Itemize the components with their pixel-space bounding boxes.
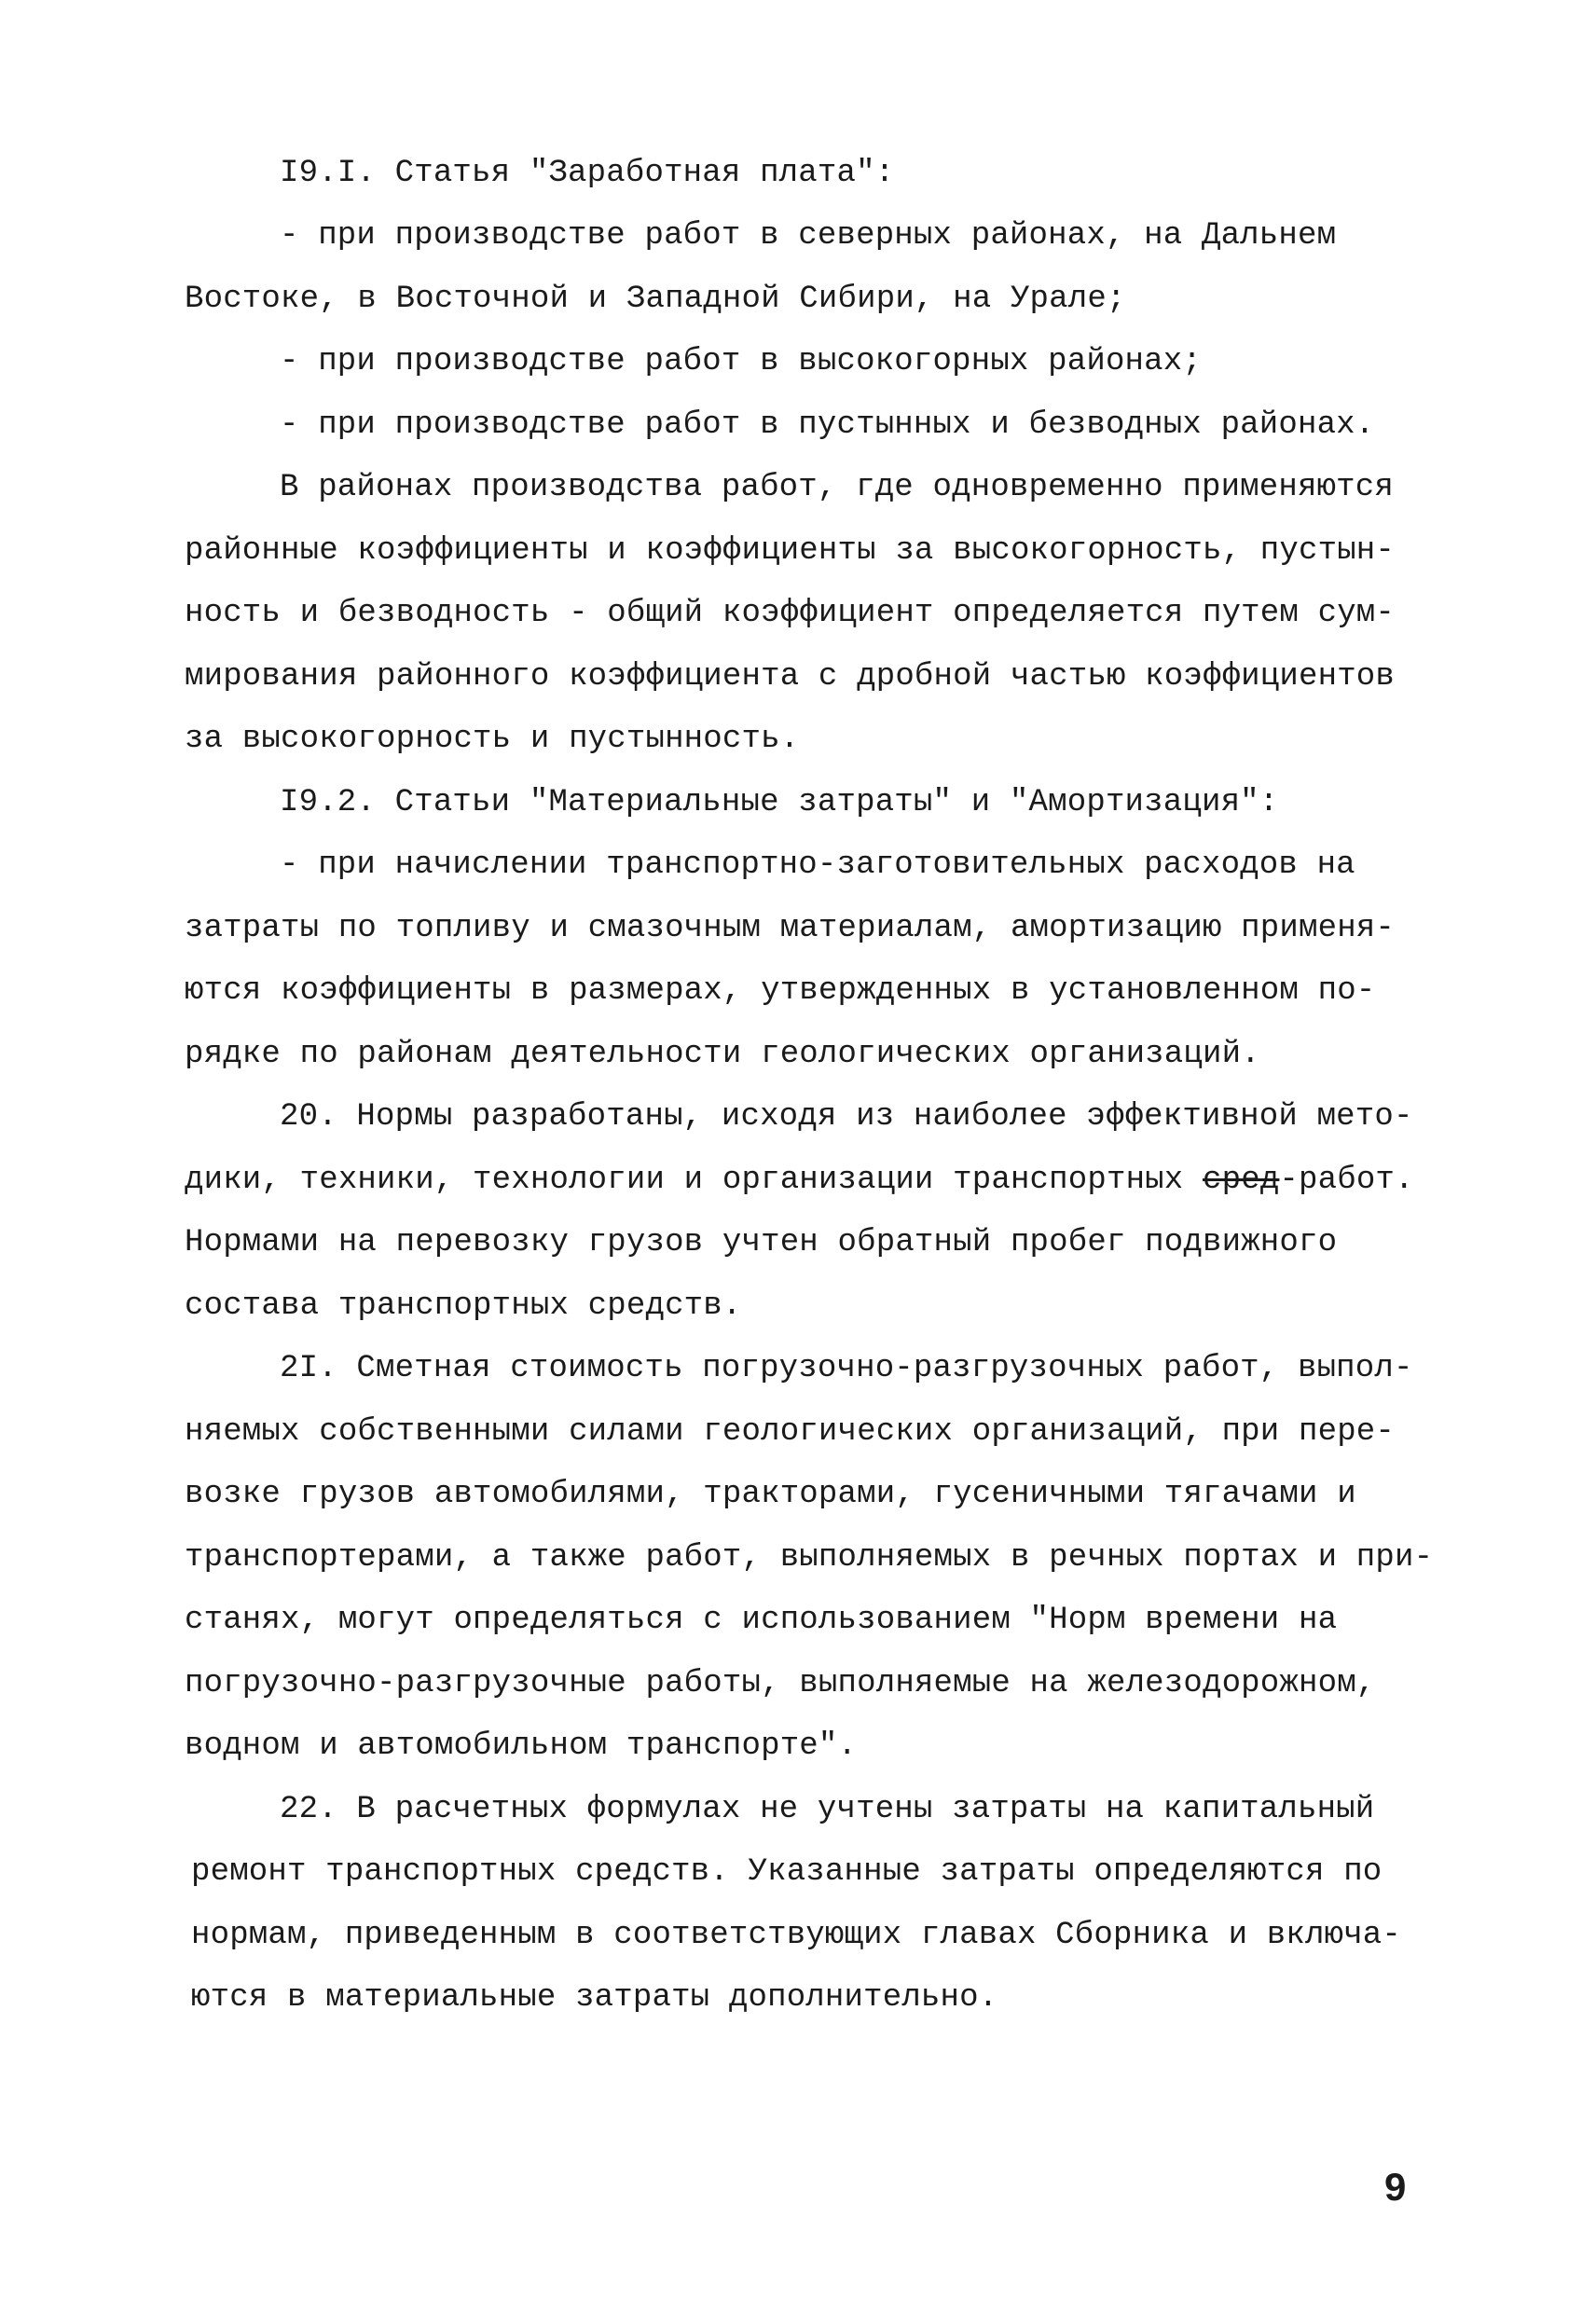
- section-21-line-2: няемых собственными силами геологических организаций, при пере-: [185, 1414, 1396, 1450]
- section-20-line-3: Нормами на перевозку грузов учтен обратный пробег подвижного: [185, 1225, 1338, 1260]
- struck-out-word: сред: [1202, 1163, 1280, 1198]
- section-19-2-line-3: ются коэффициенты в размерах, утвержденных в установленном по-: [185, 973, 1376, 1009]
- section-21-line-7: водном и автомобильном транспорте".: [185, 1728, 858, 1764]
- section-21-line-4: транспортерами, а также работ, выполняемых в речных портах и при-: [185, 1540, 1434, 1576]
- section-22-line-2: ремонт транспортных средств. Указанные затраты определяются по: [191, 1854, 1383, 1890]
- section-19-1-text-line-1: В районах производства работ, где одновременно применяются: [280, 470, 1394, 505]
- section-19-2-line-2: затраты по топливу и смазочным материалам, амортизацию применя-: [185, 911, 1396, 946]
- section-21-line-1: 2I. Сметная стоимость погрузочно-разгрузочных работ, выпол-: [280, 1351, 1413, 1386]
- page-number: 9: [1384, 2165, 1407, 2209]
- section-19-2-heading: I9.2. Статьи "Материальные затраты" и "Амортизация":: [280, 785, 1279, 820]
- section-21-line-3: возке грузов автомобилями, тракторами, гусеничными тягачами и: [185, 1477, 1356, 1512]
- section-22-line-3: нормам, приведенным в соответствующих главах Сборника и включа-: [191, 1918, 1402, 1953]
- section-19-1-text-line-3: ность и безводность - общий коэффициент определяется путем сум-: [185, 596, 1396, 631]
- section-22-line-1: 22. В расчетных формулах не учтены затраты на капитальный: [280, 1792, 1375, 1827]
- section-20-line-1: 20. Нормы разработаны, исходя из наиболее эффективной мето-: [280, 1099, 1413, 1135]
- section-19-1-text-line-4: мирования районного коэффициента с дробной частью коэффициентов: [185, 659, 1396, 695]
- section-19-1-text-line-5: за высокогорность и пустынность.: [185, 722, 800, 757]
- section-19-1-item-1-line-1: - при производстве работ в северных районах, на Дальнем: [280, 218, 1337, 254]
- section-20-line-2: [185, 1162, 1414, 1199]
- section-21-line-6: погрузочно-разгрузочные работы, выполняемые на железодорожном,: [185, 1666, 1376, 1701]
- section-20-line-2-end: -работ.: [1279, 1163, 1414, 1198]
- section-19-2-line-1: - при начислении транспортно-заготовительных расходов на: [280, 847, 1355, 883]
- section-19-1-item-1-line-2: Востоке, в Восточной и Западной Сибири, на Урале;: [185, 282, 1126, 317]
- section-19-1-heading: I9.I. Статья "Заработная плата":: [280, 156, 895, 191]
- section-22-line-4: ются в материальные затраты дополнительно.: [191, 1980, 998, 2016]
- section-19-1-text-line-2: районные коэффициенты и коэффициенты за высокогорность, пустын-: [185, 533, 1396, 569]
- section-19-1-item-3: - при производстве работ в пустынных и безводных районах.: [280, 407, 1375, 443]
- section-19-1-item-2: - при производстве работ в высокогорных районах;: [280, 344, 1202, 379]
- section-21-line-5: станях, могут определяться с использованием "Норм времени на: [185, 1603, 1338, 1638]
- section-19-2-line-4: рядке по районам деятельности геологических организаций.: [185, 1037, 1260, 1072]
- section-20-line-4: состава транспортных средств.: [185, 1288, 742, 1324]
- section-20-line-2-text: дики, техники, технологии и организации транспортных: [185, 1163, 1203, 1198]
